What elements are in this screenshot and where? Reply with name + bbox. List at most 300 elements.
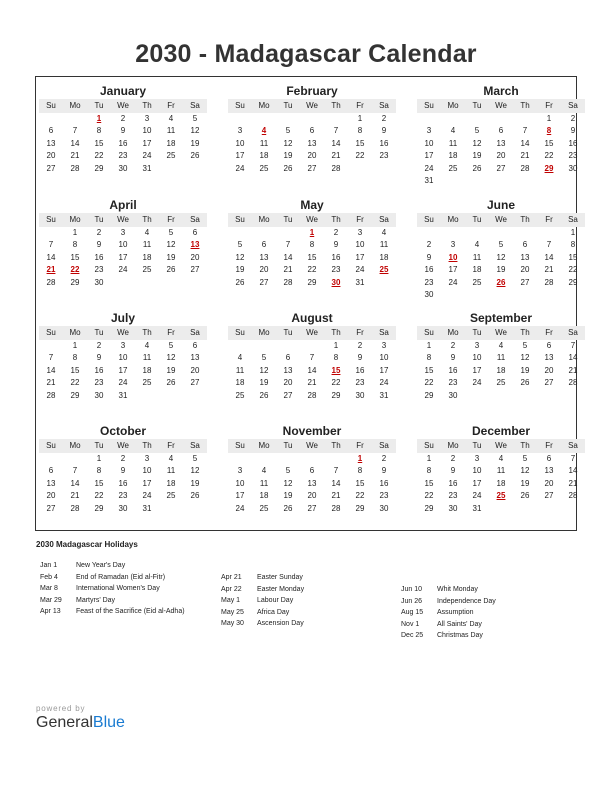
day-cell: 8 bbox=[72, 240, 78, 250]
day-cell: 1 bbox=[546, 114, 552, 123]
holiday-row bbox=[401, 596, 496, 608]
empty-day-cell bbox=[159, 163, 183, 175]
holiday-day-cell: 29 bbox=[544, 163, 554, 173]
holiday-name: Africa Day bbox=[257, 608, 290, 616]
day-cell: 11 bbox=[259, 478, 269, 488]
day-cell: 11 bbox=[379, 240, 389, 250]
weekday-header bbox=[228, 99, 396, 113]
weekday-label: Su bbox=[235, 441, 245, 450]
day-cell: 13 bbox=[496, 138, 506, 148]
day-cell: 4 bbox=[237, 353, 243, 363]
empty-day-cell bbox=[465, 289, 489, 301]
day-cell: 24 bbox=[448, 277, 458, 287]
day-cell: 27 bbox=[46, 163, 56, 173]
day-cell: 20 bbox=[544, 365, 554, 375]
day-cell: 17 bbox=[355, 252, 365, 262]
day-cell: 17 bbox=[424, 151, 434, 161]
day-cell: 21 bbox=[70, 151, 80, 161]
holiday-date: Aug 15 bbox=[401, 609, 424, 617]
day-cell: 3 bbox=[120, 341, 126, 350]
day-cell: 20 bbox=[520, 265, 530, 275]
empty-day-cell bbox=[252, 227, 276, 239]
day-cell: 30 bbox=[568, 163, 578, 173]
day-cell: 29 bbox=[355, 503, 365, 513]
day-cell: 13 bbox=[307, 138, 317, 148]
week-row bbox=[417, 175, 585, 187]
empty-day-cell bbox=[276, 113, 300, 125]
day-cell: 26 bbox=[190, 151, 200, 161]
day-cell: 22 bbox=[331, 378, 341, 388]
week-row bbox=[39, 138, 207, 150]
day-cell: 31 bbox=[118, 390, 128, 400]
day-cell: 6 bbox=[192, 228, 198, 237]
empty-day-cell bbox=[465, 390, 489, 402]
week-row bbox=[228, 377, 396, 389]
day-cell: 11 bbox=[142, 353, 152, 363]
day-cell: 26 bbox=[235, 277, 245, 287]
weekday-header bbox=[417, 213, 585, 227]
day-cell: 4 bbox=[381, 228, 387, 237]
holiday-name: Labour Day bbox=[257, 597, 294, 605]
day-cell: 16 bbox=[118, 138, 128, 148]
month-december bbox=[417, 417, 585, 515]
day-cell: 6 bbox=[498, 126, 504, 136]
holiday-date: Apr 21 bbox=[221, 574, 242, 581]
day-cell: 12 bbox=[283, 478, 293, 488]
empty-day-cell bbox=[513, 390, 537, 402]
empty-day-cell bbox=[513, 289, 537, 301]
day-cell: 14 bbox=[46, 365, 56, 375]
day-cell: 2 bbox=[333, 228, 339, 237]
weekday-label: Fr bbox=[545, 441, 553, 450]
day-cell: 13 bbox=[46, 138, 56, 148]
holiday-date: May 25 bbox=[221, 608, 244, 616]
day-cell: 1 bbox=[96, 454, 102, 463]
calendar-grid bbox=[35, 76, 577, 531]
month-name: November bbox=[282, 424, 342, 438]
day-cell: 19 bbox=[283, 491, 293, 501]
empty-day-cell bbox=[489, 227, 513, 239]
month-january bbox=[39, 77, 207, 175]
day-cell: 17 bbox=[235, 491, 245, 501]
day-cell: 22 bbox=[424, 378, 434, 388]
empty-day-cell bbox=[276, 227, 300, 239]
day-cell: 29 bbox=[70, 390, 80, 400]
weekday-label: Tu bbox=[283, 441, 293, 450]
day-cell: 19 bbox=[472, 151, 482, 161]
day-cell: 12 bbox=[520, 466, 530, 476]
day-cell: 13 bbox=[544, 466, 554, 476]
week-row bbox=[39, 252, 207, 264]
week-row bbox=[39, 239, 207, 251]
day-cell: 28 bbox=[544, 277, 554, 287]
day-cell: 20 bbox=[307, 491, 317, 501]
empty-day-cell bbox=[537, 175, 561, 187]
day-cell: 7 bbox=[570, 454, 576, 463]
day-cell: 23 bbox=[424, 277, 434, 287]
week-row bbox=[417, 340, 585, 352]
day-cell: 19 bbox=[166, 252, 176, 262]
week-row bbox=[39, 377, 207, 389]
weekday-label: Th bbox=[142, 101, 152, 110]
day-cell: 16 bbox=[424, 265, 434, 275]
day-cell: 31 bbox=[355, 277, 365, 287]
day-cell: 1 bbox=[570, 228, 576, 237]
day-cell: 3 bbox=[144, 454, 150, 463]
weekday-label: Th bbox=[331, 101, 341, 110]
weekday-label: Sa bbox=[568, 328, 578, 337]
weekday-label: Su bbox=[46, 215, 56, 224]
day-cell: 16 bbox=[448, 478, 458, 488]
empty-day-cell bbox=[489, 503, 513, 515]
week-row bbox=[228, 113, 396, 125]
day-cell: 11 bbox=[235, 365, 245, 375]
weekday-label: Fr bbox=[167, 101, 175, 110]
empty-day-cell bbox=[39, 340, 63, 352]
weekday-header bbox=[228, 326, 396, 340]
empty-day-cell bbox=[513, 227, 537, 239]
week-row bbox=[228, 150, 396, 162]
empty-day-cell bbox=[252, 453, 276, 465]
weekday-label: We bbox=[117, 215, 129, 224]
empty-day-cell bbox=[135, 277, 159, 289]
weekday-label: We bbox=[306, 328, 318, 337]
week-row bbox=[228, 365, 396, 377]
day-cell: 17 bbox=[379, 365, 389, 375]
weekday-header bbox=[228, 439, 396, 453]
week-row bbox=[417, 113, 585, 125]
weekday-label: We bbox=[495, 328, 507, 337]
empty-day-cell bbox=[228, 340, 252, 352]
week-row bbox=[228, 478, 396, 490]
day-cell: 28 bbox=[331, 163, 341, 173]
day-cell: 24 bbox=[472, 378, 482, 388]
day-cell: 10 bbox=[118, 353, 128, 363]
day-cell: 29 bbox=[331, 390, 341, 400]
day-cell: 20 bbox=[544, 478, 554, 488]
day-cell: 22 bbox=[94, 151, 104, 161]
weekday-label: Th bbox=[331, 328, 341, 337]
weekday-label: Mo bbox=[447, 328, 459, 337]
day-cell: 11 bbox=[166, 466, 176, 476]
powered-by-text: powered by bbox=[36, 704, 86, 713]
month-name: March bbox=[483, 84, 519, 98]
day-cell: 25 bbox=[166, 151, 176, 161]
empty-day-cell bbox=[300, 113, 324, 125]
month-november bbox=[228, 417, 396, 515]
day-cell: 27 bbox=[283, 390, 293, 400]
day-cell: 18 bbox=[235, 378, 245, 388]
day-cell: 22 bbox=[355, 491, 365, 501]
holiday-date: Mar 29 bbox=[40, 596, 62, 604]
day-cell: 8 bbox=[357, 466, 363, 476]
day-cell: 30 bbox=[94, 390, 104, 400]
day-cell: 13 bbox=[544, 353, 554, 363]
day-cell: 15 bbox=[70, 365, 80, 375]
day-cell: 18 bbox=[472, 265, 482, 275]
day-cell: 8 bbox=[357, 126, 363, 136]
day-cell: 23 bbox=[568, 151, 578, 161]
holiday-day-cell: 22 bbox=[70, 265, 80, 275]
day-cell: 18 bbox=[496, 365, 506, 375]
weekday-label: We bbox=[306, 101, 318, 110]
day-cell: 30 bbox=[355, 390, 365, 400]
day-cell: 9 bbox=[357, 353, 363, 363]
day-cell: 8 bbox=[426, 466, 432, 476]
weekday-label: Mo bbox=[447, 215, 459, 224]
weekday-label: Su bbox=[424, 215, 434, 224]
weekday-label: Fr bbox=[167, 215, 175, 224]
weekday-header bbox=[39, 439, 207, 453]
day-cell: 6 bbox=[48, 466, 54, 476]
empty-day-cell bbox=[348, 163, 372, 175]
day-cell: 28 bbox=[331, 503, 341, 513]
day-cell: 10 bbox=[472, 466, 482, 476]
week-row bbox=[417, 352, 585, 364]
day-cell: 25 bbox=[166, 491, 176, 501]
week-row bbox=[228, 352, 396, 364]
day-cell: 10 bbox=[142, 466, 152, 476]
day-cell: 14 bbox=[70, 138, 80, 148]
week-row bbox=[39, 113, 207, 125]
weekday-label: Th bbox=[331, 215, 341, 224]
holiday-name: New Year's Day bbox=[76, 562, 126, 569]
day-cell: 26 bbox=[472, 163, 482, 173]
weekday-header bbox=[39, 99, 207, 113]
holiday-day-cell: 1 bbox=[357, 454, 363, 463]
day-cell: 17 bbox=[142, 478, 152, 488]
weekday-label: We bbox=[495, 215, 507, 224]
day-cell: 12 bbox=[190, 466, 200, 476]
day-cell: 19 bbox=[235, 265, 245, 275]
holiday-date: May 30 bbox=[221, 620, 244, 628]
day-cell: 19 bbox=[520, 478, 530, 488]
day-cell: 5 bbox=[474, 126, 480, 136]
day-cell: 4 bbox=[144, 341, 150, 350]
holiday-name: Easter Sunday bbox=[257, 574, 303, 581]
day-cell: 14 bbox=[568, 353, 578, 363]
day-cell: 6 bbox=[261, 240, 267, 250]
empty-day-cell bbox=[276, 340, 300, 352]
day-cell: 7 bbox=[333, 126, 339, 136]
week-row bbox=[417, 453, 585, 465]
day-cell: 13 bbox=[259, 252, 269, 262]
day-cell: 15 bbox=[544, 138, 554, 148]
day-cell: 27 bbox=[46, 503, 56, 513]
weekday-label: We bbox=[495, 441, 507, 450]
holiday-row bbox=[221, 584, 304, 596]
day-cell: 14 bbox=[568, 466, 578, 476]
day-cell: 26 bbox=[283, 503, 293, 513]
month-name: September bbox=[469, 311, 533, 325]
day-cell: 7 bbox=[48, 353, 54, 363]
day-cell: 24 bbox=[118, 378, 128, 388]
day-cell: 29 bbox=[307, 277, 317, 287]
weekday-label: Th bbox=[331, 441, 341, 450]
holiday-name: Easter Monday bbox=[257, 585, 305, 593]
day-cell: 17 bbox=[118, 365, 128, 375]
empty-day-cell bbox=[489, 390, 513, 402]
day-cell: 14 bbox=[283, 252, 293, 262]
day-cell: 10 bbox=[379, 353, 389, 363]
day-cell: 23 bbox=[448, 491, 458, 501]
day-cell: 18 bbox=[166, 478, 176, 488]
day-cell: 12 bbox=[472, 138, 482, 148]
month-june bbox=[417, 191, 585, 301]
day-cell: 19 bbox=[283, 151, 293, 161]
weekday-label: Fr bbox=[545, 101, 553, 110]
holiday-row bbox=[401, 619, 496, 631]
day-cell: 2 bbox=[120, 114, 126, 123]
week-row bbox=[228, 340, 396, 352]
week-row bbox=[228, 390, 396, 402]
empty-day-cell bbox=[324, 113, 348, 125]
week-row bbox=[417, 289, 585, 301]
weekday-label: Mo bbox=[69, 441, 81, 450]
week-row bbox=[228, 503, 396, 515]
holiday-day-cell: 25 bbox=[496, 491, 506, 501]
day-cell: 12 bbox=[166, 240, 176, 250]
day-cell: 16 bbox=[448, 365, 458, 375]
empty-day-cell bbox=[39, 227, 63, 239]
weekday-label: Mo bbox=[69, 101, 81, 110]
day-cell: 24 bbox=[142, 491, 152, 501]
day-cell: 2 bbox=[570, 114, 576, 123]
day-cell: 30 bbox=[94, 277, 104, 287]
weekday-label: Sa bbox=[568, 101, 578, 110]
weekday-label: Mo bbox=[258, 101, 270, 110]
empty-day-cell bbox=[39, 113, 63, 125]
day-cell: 11 bbox=[496, 353, 506, 363]
day-cell: 2 bbox=[381, 114, 387, 123]
day-cell: 6 bbox=[546, 341, 552, 350]
empty-day-cell bbox=[441, 227, 465, 239]
day-cell: 3 bbox=[237, 466, 243, 476]
day-cell: 4 bbox=[474, 240, 480, 250]
day-cell: 20 bbox=[496, 151, 506, 161]
weekday-label: Mo bbox=[258, 215, 270, 224]
weekday-header bbox=[228, 213, 396, 227]
holiday-date: Nov 1 bbox=[401, 620, 420, 628]
week-row bbox=[417, 490, 585, 502]
day-cell: 17 bbox=[235, 151, 245, 161]
day-cell: 28 bbox=[46, 277, 56, 287]
day-cell: 12 bbox=[259, 365, 269, 375]
day-cell: 12 bbox=[520, 353, 530, 363]
day-cell: 9 bbox=[450, 466, 456, 476]
day-cell: 30 bbox=[118, 503, 128, 513]
day-cell: 30 bbox=[448, 503, 458, 513]
week-row bbox=[39, 453, 207, 465]
weekday-label: Su bbox=[46, 101, 56, 110]
day-cell: 3 bbox=[474, 341, 480, 350]
holiday-day-cell: 25 bbox=[379, 265, 389, 275]
day-cell: 27 bbox=[259, 277, 269, 287]
day-cell: 25 bbox=[496, 378, 506, 388]
day-cell: 27 bbox=[544, 491, 554, 501]
weekday-label: Fr bbox=[356, 101, 364, 110]
day-cell: 7 bbox=[285, 240, 291, 250]
day-cell: 17 bbox=[448, 265, 458, 275]
day-cell: 21 bbox=[46, 378, 56, 388]
empty-day-cell bbox=[159, 277, 183, 289]
day-cell: 2 bbox=[96, 341, 102, 350]
weekday-label: We bbox=[117, 328, 129, 337]
weekday-label: Su bbox=[46, 328, 56, 337]
week-row bbox=[417, 390, 585, 402]
weekday-label: Mo bbox=[69, 215, 81, 224]
day-cell: 23 bbox=[379, 491, 389, 501]
day-cell: 23 bbox=[118, 151, 128, 161]
holiday-name: International Women's Day bbox=[76, 585, 160, 593]
day-cell: 15 bbox=[355, 138, 365, 148]
day-cell: 21 bbox=[544, 265, 554, 275]
empty-day-cell bbox=[489, 289, 513, 301]
day-cell: 1 bbox=[357, 114, 363, 123]
month-july bbox=[39, 304, 207, 402]
week-row bbox=[228, 465, 396, 477]
day-cell: 19 bbox=[259, 378, 269, 388]
day-cell: 18 bbox=[142, 365, 152, 375]
weekday-label: Fr bbox=[356, 328, 364, 337]
day-cell: 16 bbox=[118, 478, 128, 488]
holiday-column bbox=[40, 560, 185, 618]
day-cell: 14 bbox=[46, 252, 56, 262]
day-cell: 13 bbox=[190, 353, 200, 363]
day-cell: 7 bbox=[570, 341, 576, 350]
day-cell: 31 bbox=[424, 175, 434, 185]
empty-day-cell bbox=[489, 175, 513, 187]
week-row bbox=[39, 490, 207, 502]
day-cell: 14 bbox=[307, 365, 317, 375]
weekday-label: Mo bbox=[258, 328, 270, 337]
holiday-date: Feb 4 bbox=[40, 573, 58, 581]
weekday-label: Su bbox=[46, 441, 56, 450]
empty-day-cell bbox=[372, 277, 396, 289]
empty-day-cell bbox=[372, 163, 396, 175]
weekday-header bbox=[39, 326, 207, 340]
day-cell: 23 bbox=[448, 378, 458, 388]
day-cell: 13 bbox=[520, 252, 530, 262]
day-cell: 14 bbox=[520, 138, 530, 148]
day-cell: 11 bbox=[259, 138, 269, 148]
day-cell: 9 bbox=[333, 240, 339, 250]
day-cell: 11 bbox=[166, 126, 176, 136]
weekday-label: Su bbox=[424, 328, 434, 337]
day-cell: 5 bbox=[285, 466, 291, 476]
day-cell: 18 bbox=[166, 138, 176, 148]
day-cell: 30 bbox=[424, 289, 434, 299]
week-row bbox=[417, 150, 585, 162]
weekday-label: Tu bbox=[472, 441, 482, 450]
day-cell: 7 bbox=[309, 353, 315, 363]
holiday-date: Apr 13 bbox=[40, 608, 61, 616]
brand-name-blue: Blue bbox=[92, 714, 125, 731]
day-cell: 29 bbox=[94, 503, 104, 513]
day-cell: 9 bbox=[450, 353, 456, 363]
day-cell: 21 bbox=[568, 478, 578, 488]
weekday-label: Sa bbox=[379, 441, 389, 450]
day-cell: 21 bbox=[70, 491, 80, 501]
day-cell: 24 bbox=[379, 378, 389, 388]
weekday-label: Tu bbox=[94, 328, 104, 337]
day-cell: 26 bbox=[520, 491, 530, 501]
weekday-label: We bbox=[495, 101, 507, 110]
week-row bbox=[228, 264, 396, 276]
week-row bbox=[228, 125, 396, 137]
weekday-label: We bbox=[306, 215, 318, 224]
empty-day-cell bbox=[183, 163, 207, 175]
